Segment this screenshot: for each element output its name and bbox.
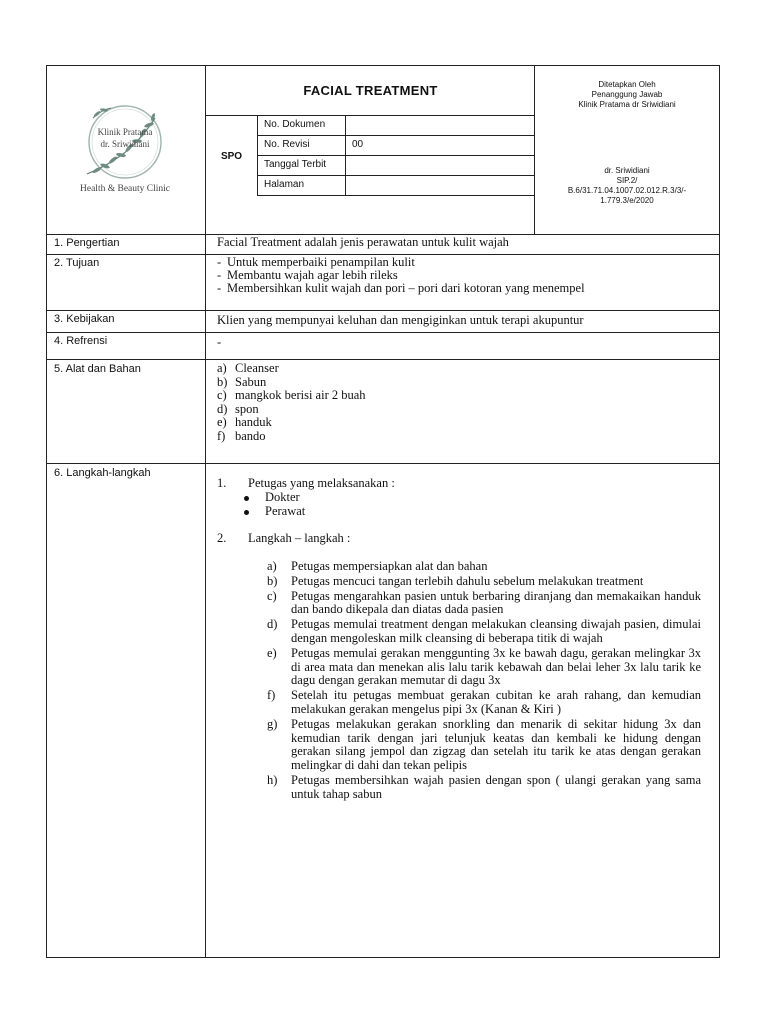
section-list: [206, 255, 719, 310]
step-item: h) Petugas membersihkan wajah pasien dengan spon ( ulangi gerakan yang sama untuk tahap sabun: [267, 772, 701, 801]
meta-value: 00: [352, 139, 364, 150]
list-item: - Membersihkan kulit wajah dan pori – pori dari kotoran yang menempel: [217, 282, 719, 295]
logo-tagline: Health & Beauty Clinic: [80, 184, 170, 194]
document-title: FACIAL TREATMENT: [206, 66, 535, 116]
list-item: - Membantu wajah agar lebih rileks: [217, 269, 719, 282]
meta-key: Tanggal Terbit: [258, 156, 346, 175]
section-label: 3. Kebijakan: [47, 311, 206, 332]
document-header: [47, 66, 719, 235]
section-steps: [206, 464, 719, 957]
logo-name-line1: Klinik Pratama: [97, 127, 153, 137]
signer-sip-2: B.6/31.71.04.1007.02.012.R.3/3/-: [567, 186, 687, 195]
meta-row-no-dokumen: [258, 116, 535, 136]
meta-key: No. Revisi: [258, 136, 346, 155]
step-item: c) Petugas mengarahkan pasien untuk berbaring diranjang dan memakaikan handuk dan bando dikepala dan diatas dada pasien: [267, 588, 701, 617]
meta-value: [346, 116, 535, 135]
signer-name: dr. Sriwidiani: [604, 166, 650, 175]
steps-heading-2: 2. Langkah – langkah :: [217, 531, 351, 545]
step-item: a) Petugas mempersiapkan alat dan bahan: [267, 559, 488, 573]
meta-key: Halaman: [258, 176, 346, 195]
meta-row-halaman: [258, 176, 535, 196]
logo-cell: [47, 66, 206, 235]
list-item: c) mangkok berisi air 2 buah: [217, 388, 366, 403]
step-item: g) Petugas melakukan gerakan snorkling dan menarik di sekitar hidung 3x dan kemudian tarik dengan jari telunjuk keatas dan kembali ke hidung dengan gerakan silang jempol dan zigzag dan setelah itu tarik ke atas dengan gerakan melingkar di dahi dan tekan pelipis: [267, 716, 701, 773]
section-kebijakan: [47, 311, 719, 333]
signature-signer: [535, 166, 719, 206]
meta-key: No. Dokumen: [258, 116, 346, 135]
section-list: [206, 360, 719, 463]
spo-label: SPO: [206, 116, 258, 196]
list-item: Perawat: [217, 505, 707, 518]
meta-row-no-revisi: [258, 136, 535, 156]
list-item: - Untuk memperbaiki penampilan kulit: [217, 256, 719, 269]
signature-authority: [535, 80, 719, 110]
step-item: b) Petugas mencuci tangan terlebih dahulu sebelum melakukan treatment: [267, 573, 644, 588]
spo-document: [46, 65, 720, 958]
list-item: a) Cleanser: [217, 361, 279, 375]
list-item: d) spon: [217, 401, 259, 416]
list-item: b) Sabun: [217, 374, 267, 389]
section-refrensi: [47, 333, 719, 360]
section-pengertian: [47, 235, 719, 255]
signature-line3: Klinik Pratama dr Sriwidiani: [578, 100, 676, 109]
section-alat-bahan: [47, 360, 719, 464]
section-label: 6. Langkah-langkah: [47, 464, 206, 957]
step-item: f) Setelah itu petugas membuat gerakan cubitan ke arah rahang, dan kemudian melakukan gerakan mengelus pipi 3x (Kanan & Kiri ): [267, 688, 701, 716]
signature-line1: Ditetapkan Oleh: [598, 80, 656, 89]
logo-name-line2: dr. Sriwidiani: [100, 139, 150, 149]
section-label: 5. Alat dan Bahan: [47, 360, 206, 463]
meta-value: [346, 176, 535, 195]
step-item: e) Petugas memulai gerakan menggunting 3x ke bawah dagu, gerakan melingkar 3x di area mata dan menekan alis lalu tarik kebawah dan belai leher 3x lalu tarik ke dagu dengan gerakan memutar di dagu 3x: [267, 645, 701, 688]
steps-list: [217, 477, 707, 803]
steps-heading-1: 1. Petugas yang melaksanakan :: [217, 476, 395, 490]
section-text: -: [217, 335, 222, 349]
meta-value: [346, 156, 535, 175]
section-text: Klien yang mempunyai keluhan dan mengiginkan untuk terapi akupuntur: [217, 313, 584, 327]
section-label: 1. Pengertian: [47, 235, 206, 254]
section-label: 4. Refrensi: [47, 333, 206, 359]
section-tujuan: [47, 255, 719, 311]
section-label: 2. Tujuan: [47, 255, 206, 310]
signer-sip-1: SIP.2/: [616, 176, 638, 185]
title-cell: [206, 66, 535, 235]
section-text: Facial Treatment adalah jenis perawatan untuk kulit wajah: [217, 235, 509, 249]
meta-row-tanggal-terbit: [258, 156, 535, 176]
clinic-logo: [63, 96, 187, 206]
signature-line2: Penanggung Jawab: [591, 90, 663, 99]
list-item: Dokter: [217, 491, 707, 504]
list-item: f) bando: [217, 428, 266, 443]
signature-cell: [535, 66, 719, 235]
signer-sip-3: 1.779.3/e/2020: [600, 196, 654, 205]
list-item: e) handuk: [217, 415, 272, 430]
step-item: d) Petugas memulai treatment dengan melakukan cleansing diwajah pasien, dimulai dengan mengoleskan milk cleansing di beberapa titik di wajah: [267, 617, 701, 645]
section-langkah: [47, 464, 719, 957]
